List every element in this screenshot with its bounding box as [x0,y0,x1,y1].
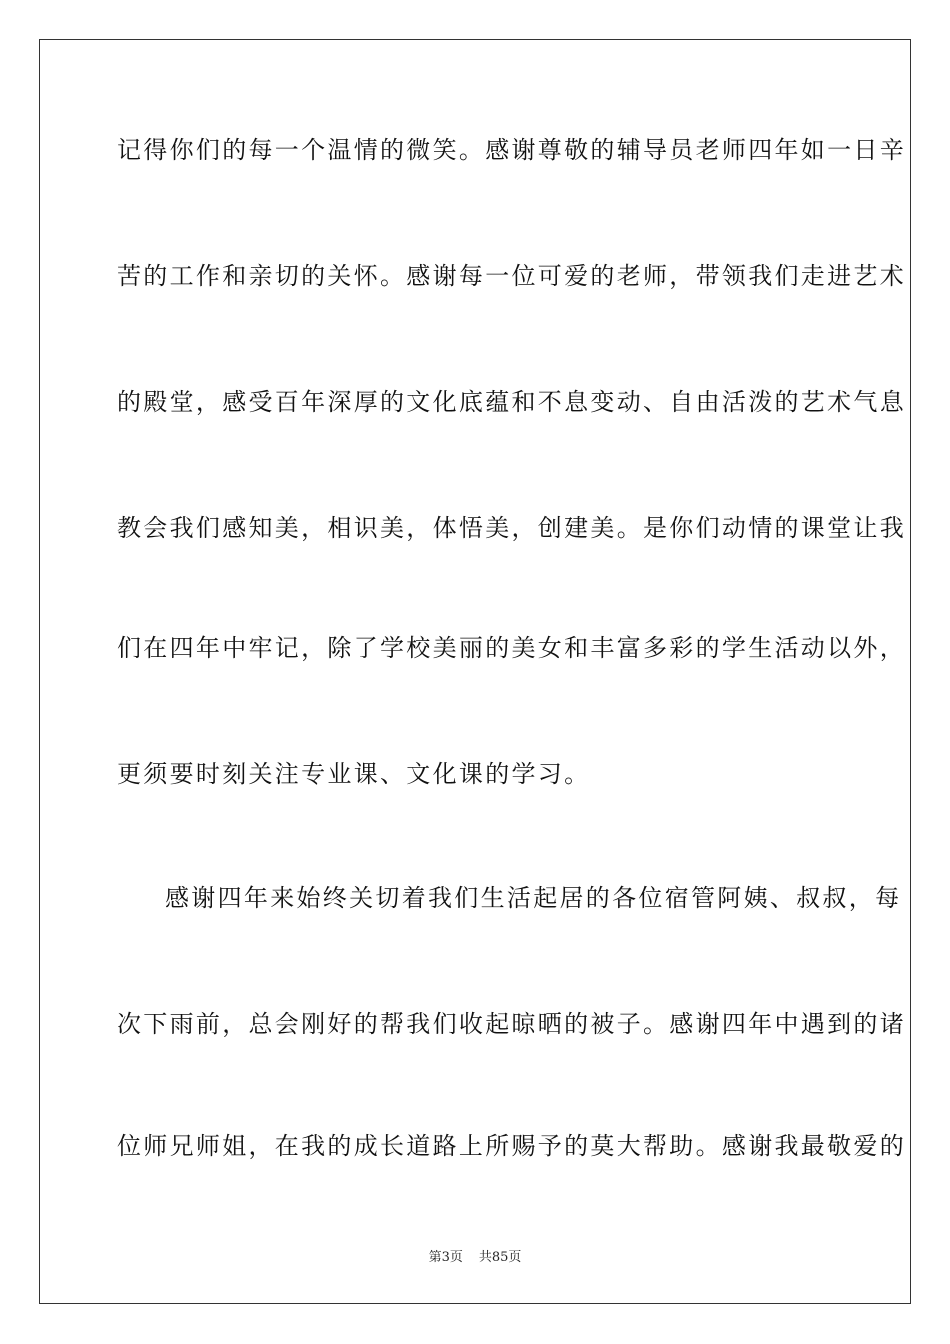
text-line-2: 苦的工作和亲切的关怀。感谢每一位可爱的老师，带领我们走进艺术 [117,262,906,290]
page-footer [0,1250,950,1266]
text-line-9: 位师兄师姐，在我的成长道路上所赐予的莫大帮助。感谢我最敬爱的 [117,1132,906,1160]
text-line-1: 记得你们的每一个温情的微笑。感谢尊敬的辅导员老师四年如一日辛 [117,136,906,164]
page-total: 共85页 [478,1250,522,1265]
text-line-6: 更须要时刻关注专业课、文化课的学习。 [117,760,591,788]
text-line-7-paragraph-start: 感谢四年来始终关切着我们生活起居的各位宿管阿姨、叔叔，每 [165,884,902,912]
page-border [39,39,911,1304]
text-line-8: 次下雨前，总会刚好的帮我们收起晾晒的被子。感谢四年中遇到的诸 [117,1010,906,1038]
text-line-5: 们在四年中牢记，除了学校美丽的美女和丰富多彩的学生活动以外， [117,634,906,662]
text-line-3: 的殿堂，感受百年深厚的文化底蕴和不息变动、自由活泼的艺术气息 [117,388,906,416]
text-line-4: 教会我们感知美，相识美，体悟美，创建美。是你们动情的课堂让我 [117,514,906,542]
page-number: 第3页 [428,1250,463,1265]
